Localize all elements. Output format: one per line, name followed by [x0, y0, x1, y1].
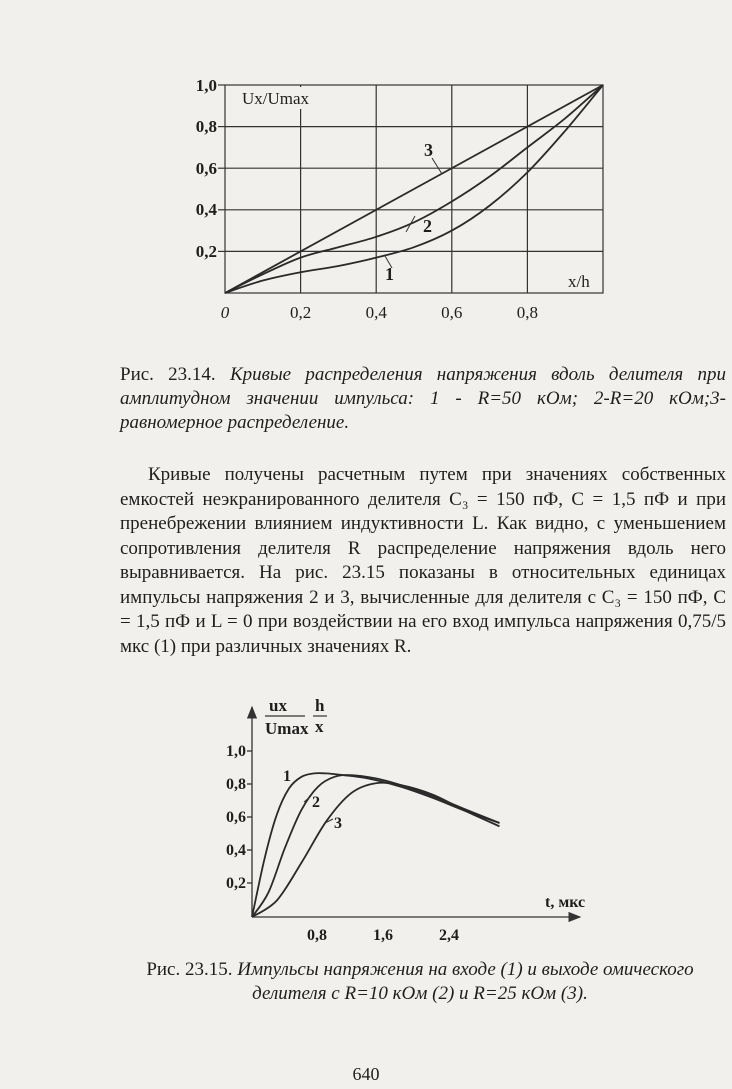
- x-axis-label-1: x/h: [568, 272, 590, 291]
- y-tick-labels-2: [226, 743, 246, 892]
- curves-2: [252, 773, 500, 917]
- y-tick-label: 1,0: [195, 76, 217, 95]
- series-line-3: [252, 783, 500, 917]
- curves-1: [225, 85, 603, 293]
- x-tick-label: 2,4: [439, 927, 459, 944]
- x-tick-labels-2: [307, 927, 459, 944]
- series-line-3: [225, 85, 603, 293]
- page-number: 640: [352, 1064, 380, 1084]
- caption-text: Импульсы напряжения на входе (1) и выходе омического делителя с R=10 кОм (2) и R=25 кОм (3).: [237, 959, 694, 1004]
- y-tick-label: 0,6: [195, 159, 217, 178]
- y-tick-label: 0,4: [195, 200, 217, 219]
- curve-label: 1: [283, 768, 291, 785]
- y-tick-label: 1,0: [226, 743, 246, 760]
- x-tick-labels-1: [221, 303, 538, 322]
- y-tick-label: 0,2: [226, 875, 246, 892]
- x-tick-label: 1,6: [373, 927, 393, 944]
- y-tick-label: 0,4: [226, 842, 246, 859]
- y-label-h: h: [315, 696, 325, 715]
- y-axis-label-1: Ux/Umax: [242, 89, 310, 108]
- y-axis-label-2: [265, 696, 327, 738]
- y-tick-label: 0,2: [195, 242, 217, 261]
- x-tick-label: 0,2: [289, 303, 312, 322]
- x-tick-label: 0: [220, 303, 230, 322]
- tick-marks-1: [218, 85, 225, 251]
- x-tick-label: 0,6: [441, 303, 463, 322]
- curve-label: 3: [334, 815, 342, 832]
- y-label-x: x: [315, 717, 324, 736]
- y-tick-label: 0,6: [226, 809, 246, 826]
- caption-text: Кривые распределения напряжения вдоль делителя при амплитудном значении импульса: 1 - R=50 кОм; 2-R=20 кОм;3-равномерное распределение.: [120, 364, 727, 433]
- x-tick-label: 0,4: [365, 303, 387, 322]
- figure-caption-23-15: [110, 958, 730, 1006]
- figure-voltage-pulses: [215, 695, 615, 945]
- caption-number: Рис. 23.15.: [146, 959, 233, 980]
- x-tick-label: 0,8: [516, 303, 539, 322]
- figure-caption-23-14: [120, 363, 726, 435]
- y-label-denominator: Umax: [265, 719, 309, 738]
- y-tick-label: 0,8: [226, 776, 246, 793]
- x-tick-label: 0,8: [307, 927, 327, 944]
- curve-label: 2: [423, 216, 432, 236]
- curve-label: 3: [424, 140, 433, 160]
- y-tick-labels-1: [196, 76, 218, 261]
- series-line-2: [252, 775, 500, 917]
- series-line-1: [252, 773, 500, 917]
- y-tick-label: 0,8: [195, 117, 217, 136]
- caption-number: Рис. 23.14.: [120, 364, 216, 385]
- body-paragraph: Кривые получены расчетным путем при значениях собственных емкостей неэкранированного делителя С₃ = 150 пФ, С = 1,5 пФ и при пренебрежении влиянием индуктивности L. Как видно, с уменьшением сопротивления делителя R распределение напряжения вдоль него выравнивается. На рис. 23.15 показаны в относительных единицах импульсы напряжения 2 и 3, вычисленные для делителя с С₃ = 150 пФ, С = 1,5 пФ и L = 0 при воздействии на его вход импульса напряжения 0,75/5 мкс (1) при различных значениях R.: [120, 464, 726, 657]
- figure-voltage-distribution: [180, 70, 620, 330]
- y-label-numerator: ux: [269, 696, 287, 715]
- curve-label: 2: [312, 794, 320, 811]
- x-axis-label-2: t, мкс: [545, 894, 586, 911]
- curve-label: 1: [385, 264, 394, 284]
- axes-2: [247, 707, 580, 917]
